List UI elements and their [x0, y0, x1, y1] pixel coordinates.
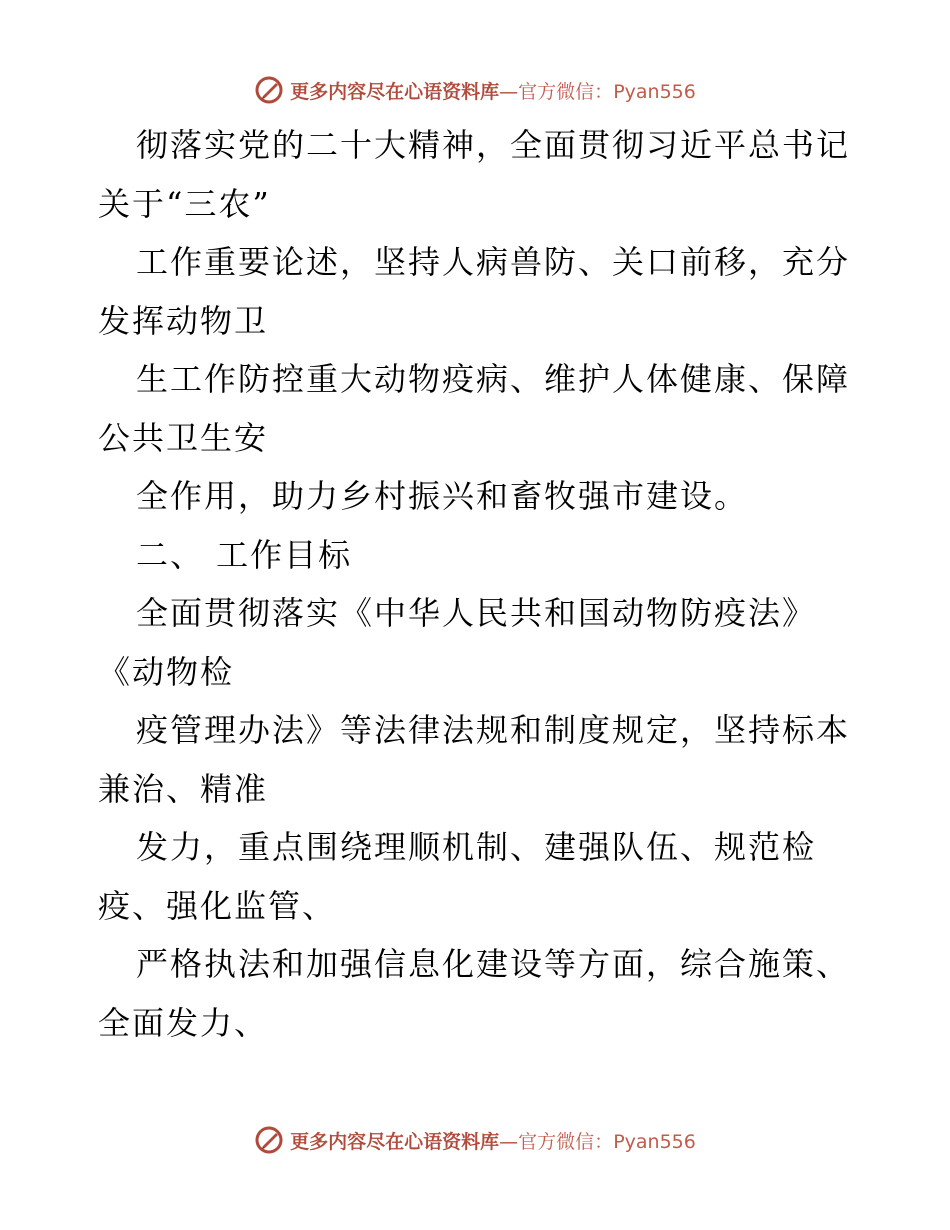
body-line: 彻落实党的二十大精神，全面贯彻习近平总书记: [136, 126, 851, 164]
body-line: 全面发力、: [98, 1003, 269, 1042]
banner-wechat-id: Pyan556: [613, 80, 696, 103]
banner-wechat-id: Pyan556: [613, 1130, 696, 1153]
banner-wechat-label: 官方微信：: [518, 1130, 614, 1153]
body-line: 兼治、精准: [98, 769, 269, 808]
body-line: 疫管理办法》等法律法规和制度规定，坚持标本: [136, 711, 851, 749]
body-line: 严格执法和加强信息化建设等方面，综合施策、: [136, 945, 851, 983]
pen-logo-icon: [254, 1125, 284, 1155]
banner-dash: —: [499, 1130, 519, 1153]
banner-text: [290, 1127, 696, 1154]
body-line: 全面贯彻落实《中华人民共和国动物防疫法》: [136, 594, 817, 632]
body-line: 生工作防控重大动物疫病、维护人体健康、保障: [136, 360, 851, 398]
body-line: 全作用，助力乡村振兴和畜牧强市建设。: [136, 477, 749, 515]
body-line: 关于“三农”: [98, 184, 271, 223]
section-heading: 二、 工作目标: [136, 535, 353, 574]
body-line: 疫、强化监管、: [98, 886, 337, 925]
body-line: 《动物检: [98, 652, 235, 691]
body-line: 发挥动物卫: [98, 301, 269, 340]
body-line: 发力，重点围绕理顺机制、建强队伍、规范检: [136, 828, 817, 866]
document-body: [98, 116, 858, 1052]
banner-main-text: 更多内容尽在心语资料库: [290, 1130, 500, 1153]
banner-dash: —: [499, 80, 519, 103]
pen-logo-icon: [254, 75, 284, 105]
banner-text: [290, 77, 696, 104]
banner-main-text: 更多内容尽在心语资料库: [290, 80, 500, 103]
body-line: 公共卫生安: [98, 418, 269, 457]
footer-watermark-banner: [0, 1120, 950, 1160]
banner-wechat-label: 官方微信：: [518, 80, 614, 103]
header-watermark-banner: [0, 70, 950, 110]
body-line: 工作重要论述，坚持人病兽防、关口前移，充分: [136, 243, 851, 281]
